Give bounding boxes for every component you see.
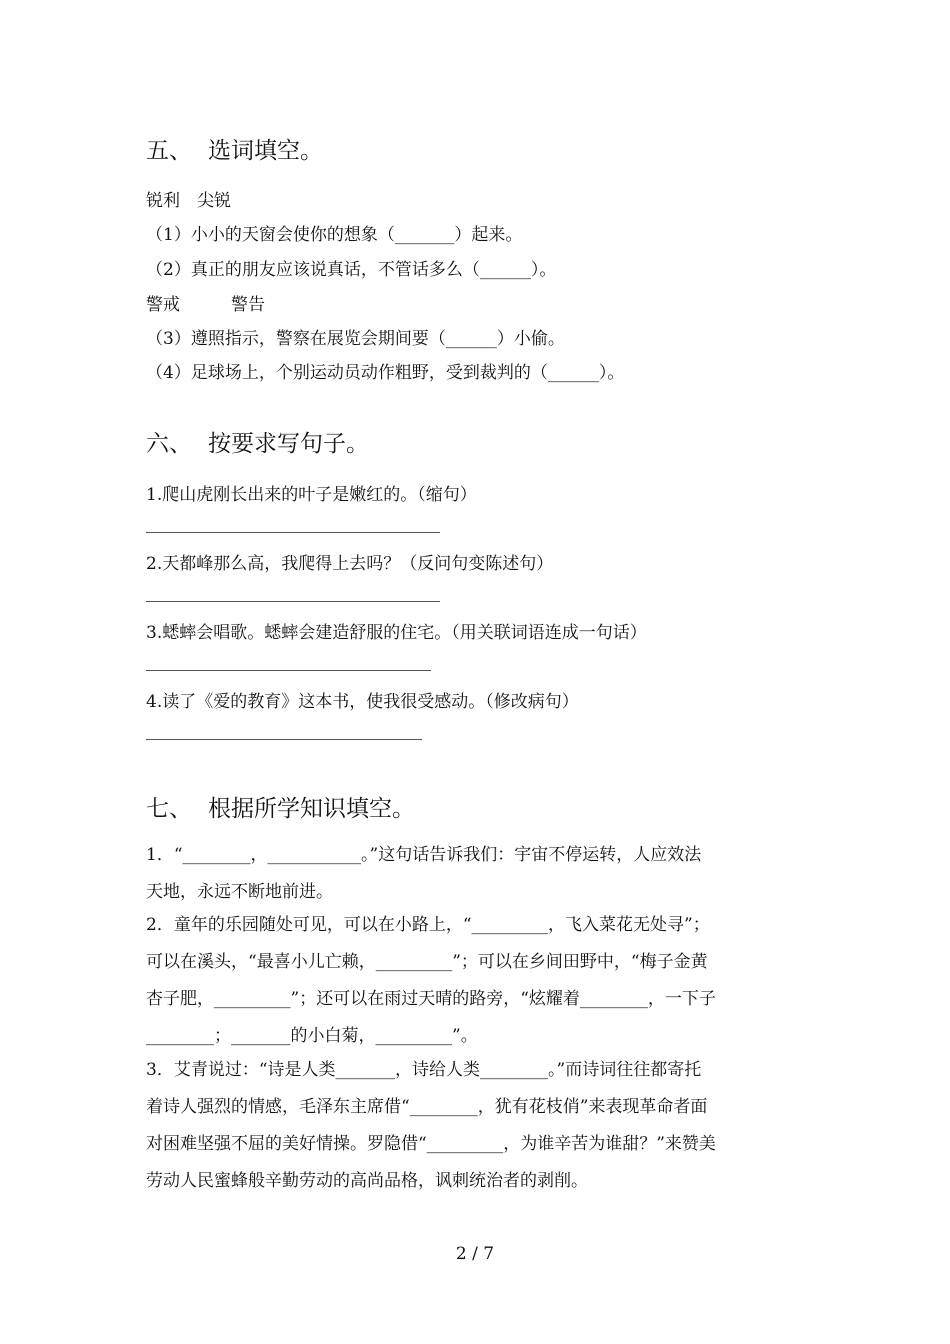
section-6-heading — [146, 425, 369, 458]
question-4: （4）足球场上，个别运动员动作粗野，受到裁判的（______）。 — [146, 363, 625, 383]
section-6-title: 按要求写句子。 — [208, 431, 369, 457]
answer-line-3[interactable] — [146, 670, 431, 671]
word-group-1: 锐利 尖锐 — [146, 191, 231, 211]
paragraph-line: 天地，永远不断地前进。 — [146, 882, 333, 902]
page-number: 2 / 7 — [455, 1244, 495, 1264]
paragraph-line: 杏子肥，_________”；还可以在雨过天晴的路旁，“炫耀着________，一下子 — [146, 989, 716, 1009]
paragraph-line: ________；_______的小白菊，_________”。 — [146, 1026, 478, 1046]
paragraph-line: 对困难坚强不屈的美好情操。罗隐借“_________，为谁辛苦为谁甜？”来赞美 — [146, 1134, 716, 1154]
word-group-2: 警戒 警告 — [146, 295, 265, 315]
rewrite-item-1: 1.爬山虎刚长出来的叶子是嫩红的。（缩句） — [146, 485, 477, 505]
section-6-number: 六、 — [146, 431, 192, 457]
fill-paragraph-1 — [146, 837, 808, 911]
answer-line-4[interactable] — [146, 739, 422, 740]
section-7-title: 根据所学知识填空。 — [208, 796, 415, 822]
question-3: （3）遵照指示，警察在展览会期间要（______）小偷。 — [146, 329, 565, 349]
paragraph-line: 可以在溪头，“最喜小儿亡赖，_________”；可以在乡间田野中，“梅子金黄 — [146, 952, 708, 972]
paragraph-line: 1．“________，___________。”这句话告诉我们：宇宙不停运转，人应效法 — [146, 845, 702, 865]
section-5-title: 选词填空。 — [208, 138, 323, 164]
paragraph-line: 2．童年的乐园随处可见，可以在小路上，“_________，飞入菜花无处寻”； — [146, 915, 710, 935]
answer-line-1[interactable] — [146, 532, 440, 533]
rewrite-item-4: 4.读了《爱的教育》这本书，使我很受感动。（修改病句） — [146, 692, 579, 712]
fill-paragraph-2 — [146, 907, 808, 1055]
section-7-heading — [146, 790, 415, 823]
answer-line-2[interactable] — [146, 601, 440, 602]
fill-paragraph-3 — [146, 1052, 808, 1200]
paragraph-line: 3．艾青说过：“诗是人类_______，诗给人类________。”而诗词往往都寄托 — [146, 1060, 702, 1080]
rewrite-item-3: 3.蟋蟀会唱歌。蟋蟀会建造舒服的住宅。（用关联词语连成一句话） — [146, 623, 647, 643]
paragraph-line: 着诗人强烈的情感，毛泽东主席借“________，犹有花枝俏”来表现革命者面 — [146, 1097, 708, 1117]
section-5-number: 五、 — [146, 138, 192, 164]
question-2: （2）真正的朋友应该说真话，不管话多么（______）。 — [146, 260, 557, 280]
question-1: （1）小小的天窗会使你的想象（_______）起来。 — [146, 225, 523, 245]
paragraph-line: 劳动人民蜜蜂般辛勤劳动的高尚品格，讽刺统治者的剥削。 — [146, 1171, 588, 1191]
section-5-heading — [146, 132, 323, 165]
rewrite-item-2: 2.天都峰那么高，我爬得上去吗？（反问句变陈述句） — [146, 554, 554, 574]
section-7-number: 七、 — [146, 796, 192, 822]
